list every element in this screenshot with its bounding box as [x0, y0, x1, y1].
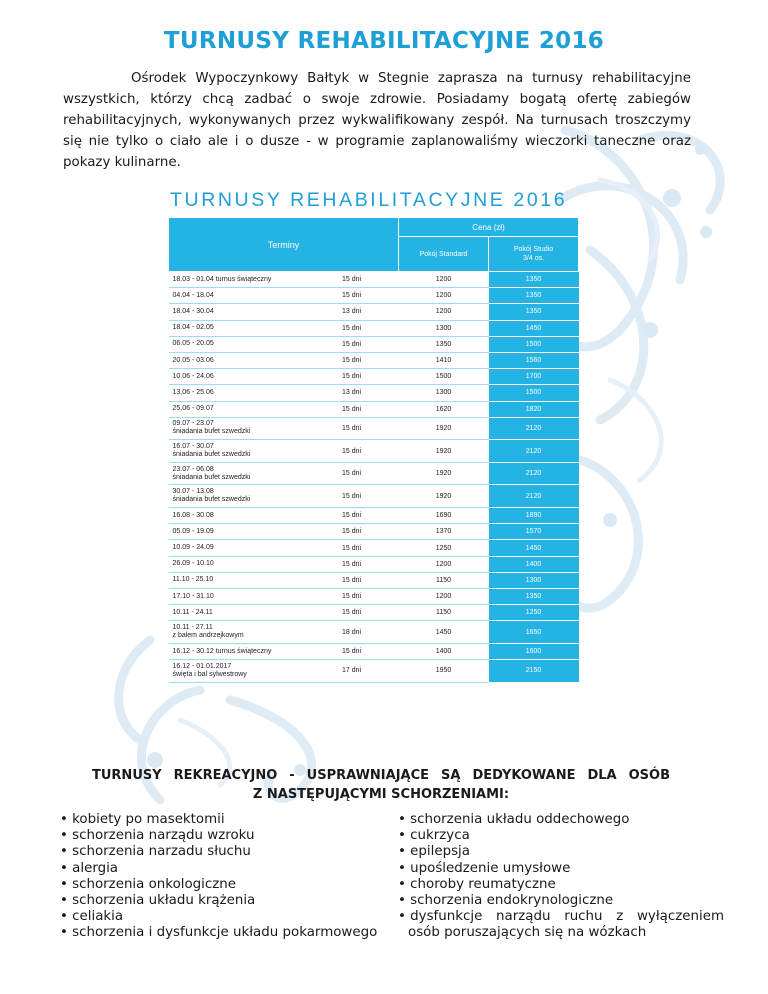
cell-studio: 2120 — [489, 417, 579, 440]
term-dates: 20.05 - 03.06 — [172, 356, 214, 364]
cell-studio: 1560 — [489, 352, 579, 368]
cell-standard: 1300 — [399, 320, 489, 336]
term-dates: 16.12 - 30.12 turnus świąteczny — [172, 647, 272, 655]
cell-studio: 1250 — [489, 605, 579, 621]
cell-studio: 1350 — [489, 589, 579, 605]
cell-days: 15 dni — [305, 462, 399, 485]
term-dates: 05.09 - 19.09 — [172, 527, 214, 535]
table-row — [169, 540, 579, 556]
cell-standard: 1300 — [399, 385, 489, 401]
section-heading-line1 — [92, 768, 670, 783]
term-dates: 18.04 - 30.04 — [172, 307, 214, 315]
heading-word: - — [289, 768, 295, 783]
list-item: • kobiety po masektomii — [60, 812, 225, 827]
cell-standard: 1200 — [399, 272, 489, 288]
list-word: • dysfunkcje — [398, 909, 483, 925]
cell-standard: 1200 — [399, 556, 489, 572]
cell-days: 15 dni — [305, 320, 399, 336]
heading-word: TURNUSY — [92, 768, 162, 783]
intro-paragraph: Ośrodek Wypoczynkowy Bałtyk w Stegnie zaprasza na turnusy rehabilitacyjne wszystkich, którzy chcą zadbać o swoje zdrowie. Posiadamy bogatą ofertę zabiegów rehabilitacyjnych, wykonywanych przez wykwalifikowany zespół. Na turnusach troszczymy się nie tylko o ciało ale i o dusze - w programie zaplanowaliśmy wieczorki taneczne oraz pokazy kulinarne. — [63, 71, 691, 170]
cell-studio: 1450 — [489, 320, 579, 336]
cell-days: 15 dni — [305, 369, 399, 385]
price-table — [168, 217, 578, 683]
term-note: śniadania bufet szwedzki — [172, 428, 251, 436]
cell-term — [169, 643, 305, 659]
section-heading — [92, 768, 670, 802]
term-dates: 06.05 - 20.05 — [172, 340, 214, 348]
table-row — [169, 304, 579, 320]
heading-word: SĄ — [441, 768, 461, 783]
cell-studio: 1300 — [489, 572, 579, 588]
cell-days: 18 dni — [305, 621, 399, 644]
term-dates: 23.07 - 06.08 — [172, 465, 214, 473]
cell-days: 17 dni — [305, 660, 399, 683]
heading-word: DLA — [587, 768, 617, 783]
cell-term — [169, 556, 305, 572]
table-row — [169, 572, 579, 588]
list-item: • epilepsja — [398, 844, 470, 860]
term-dates: 30.07 - 13.08 — [172, 488, 214, 496]
cell-studio: 2120 — [489, 485, 579, 508]
header-studio-line1: Pokój Studio — [513, 246, 554, 253]
cell-standard: 1920 — [399, 462, 489, 485]
heading-word: OSÓB — [628, 768, 670, 783]
cell-term — [169, 352, 305, 368]
cell-days: 15 dni — [305, 589, 399, 605]
cell-days: 13 dni — [305, 385, 399, 401]
term-dates: 11.10 - 25.10 — [172, 576, 214, 584]
list-item: • schorzenia układu krążenia — [60, 893, 256, 909]
cell-term — [169, 440, 305, 463]
cell-studio: 2150 — [489, 660, 579, 683]
header-price: Cena (zł) — [399, 218, 579, 237]
cell-standard: 1200 — [399, 288, 489, 304]
cell-studio: 1650 — [489, 621, 579, 644]
cell-days: 13 dni — [305, 304, 399, 320]
cell-days: 15 dni — [305, 605, 399, 621]
cell-days: 15 dni — [305, 352, 399, 368]
table-row — [169, 485, 579, 508]
cell-days: 15 dni — [305, 540, 399, 556]
cell-standard: 1690 — [399, 508, 489, 524]
cell-term — [169, 336, 305, 352]
cell-studio: 1700 — [489, 369, 579, 385]
term-dates: 13.06 - 25.06 — [172, 388, 214, 396]
conditions-list-left — [60, 812, 400, 942]
conditions-list-right — [398, 812, 724, 942]
cell-term — [169, 572, 305, 588]
list-word: wyłączeniem — [636, 909, 724, 925]
cell-term — [169, 524, 305, 540]
cell-standard: 1920 — [399, 440, 489, 463]
cell-studio: 1350 — [489, 288, 579, 304]
list-item: • alergia — [60, 860, 119, 876]
table-row — [169, 462, 579, 485]
cell-standard: 1200 — [399, 589, 489, 605]
term-dates: 16.07 - 30.07 — [172, 443, 214, 451]
cell-term — [169, 462, 305, 485]
section-heading-line2: Z NASTĘPUJĄCYMI SCHORZENIAMI: — [252, 787, 510, 802]
term-dates: 10.11 - 27.11 — [172, 624, 213, 632]
cell-term — [169, 485, 305, 508]
table-row — [169, 643, 579, 659]
cell-studio: 1400 — [489, 556, 579, 572]
term-note: śniadania bufet szwedzki — [172, 496, 251, 504]
list-item: • cukrzyca — [398, 828, 470, 844]
cell-studio: 1350 — [489, 304, 579, 320]
cell-term — [169, 272, 305, 288]
cell-days: 15 dni — [305, 440, 399, 463]
header-standard: Pokój Standard — [399, 237, 489, 272]
cell-term — [169, 369, 305, 385]
cell-standard: 1150 — [399, 572, 489, 588]
list-item: • upośledzenie umysłowe — [398, 860, 571, 876]
table-row — [169, 605, 579, 621]
table-row — [169, 352, 579, 368]
cell-term — [169, 401, 305, 417]
list-word: ruchu — [564, 909, 603, 925]
heading-word: USPRAWNIAJĄCE — [306, 768, 430, 783]
list-item: • schorzenia endokrynologiczne — [398, 893, 614, 909]
term-dates: 09.07 - 23.07 — [172, 420, 214, 428]
table-row — [169, 336, 579, 352]
cell-days: 15 dni — [305, 524, 399, 540]
cell-term — [169, 320, 305, 336]
list-item-continuation: osób poruszających się na wózkach — [408, 925, 647, 941]
table-row — [169, 288, 579, 304]
cell-term — [169, 304, 305, 320]
cell-days: 15 dni — [305, 336, 399, 352]
table-row — [169, 401, 579, 417]
cell-studio: 1450 — [489, 540, 579, 556]
table-row — [169, 369, 579, 385]
cell-term — [169, 621, 305, 644]
cell-standard: 1920 — [399, 417, 489, 440]
cell-term — [169, 508, 305, 524]
list-item: • schorzenia i dysfunkcje układu pokarmowego — [60, 925, 378, 941]
cell-standard: 1370 — [399, 524, 489, 540]
header-studio-line2: 3/4 os. — [523, 255, 545, 262]
cell-studio: 1500 — [489, 385, 579, 401]
cell-standard: 1400 — [399, 643, 489, 659]
table-row — [169, 621, 579, 644]
table-row — [169, 440, 579, 463]
cell-standard: 1500 — [399, 369, 489, 385]
cell-standard: 1350 — [399, 336, 489, 352]
cell-standard: 1620 — [399, 401, 489, 417]
table-row — [169, 320, 579, 336]
cell-days: 15 dni — [305, 556, 399, 572]
cell-standard: 1250 — [399, 540, 489, 556]
header-terms: Terminy — [169, 218, 399, 272]
cell-studio: 2120 — [489, 440, 579, 463]
table-row — [169, 385, 579, 401]
list-word: narządu — [496, 909, 551, 925]
list-word: z — [616, 909, 624, 925]
table-row — [169, 417, 579, 440]
list-item: • schorzenia układu oddechowego — [398, 812, 630, 827]
list-item: • choroby reumatyczne — [398, 876, 556, 892]
heading-word: DEDYKOWANE — [472, 768, 576, 783]
term-dates: 10.09 - 24.09 — [172, 544, 214, 552]
heading-word: REKREACYJNO — [173, 768, 278, 783]
list-item: • schorzenia onkologiczne — [60, 876, 237, 892]
cell-term — [169, 417, 305, 440]
cell-term — [169, 605, 305, 621]
cell-studio: 1500 — [489, 336, 579, 352]
cell-studio: 1820 — [489, 401, 579, 417]
term-dates: 10.06 - 24.06 — [172, 372, 214, 380]
cell-studio: 1350 — [489, 272, 579, 288]
table-title: TURNUSY REHABILITACYJNE 2016 — [170, 189, 568, 211]
term-dates: 10.11 - 24.11 — [172, 608, 213, 616]
cell-days: 15 dni — [305, 272, 399, 288]
term-note: święta i bal sylwestrowy — [172, 670, 247, 678]
cell-days: 15 dni — [305, 288, 399, 304]
cell-standard: 1410 — [399, 352, 489, 368]
cell-standard: 1920 — [399, 485, 489, 508]
term-dates: 25.06 - 09.07 — [172, 405, 214, 413]
cell-days: 15 dni — [305, 508, 399, 524]
term-note: z balem andrzejkowym — [172, 632, 244, 640]
cell-studio: 1600 — [489, 643, 579, 659]
cell-term — [169, 540, 305, 556]
term-note: śniadania bufet szwedzki — [172, 451, 251, 459]
table-row — [169, 524, 579, 540]
table-row — [169, 589, 579, 605]
term-dates: 26.09 - 10.10 — [172, 560, 214, 568]
term-note: śniadania bufet szwedzki — [172, 473, 251, 481]
cell-standard: 1150 — [399, 605, 489, 621]
cell-standard: 1200 — [399, 304, 489, 320]
cell-days: 15 dni — [305, 643, 399, 659]
cell-studio: 1570 — [489, 524, 579, 540]
table-row — [169, 272, 579, 288]
cell-studio: 1890 — [489, 508, 579, 524]
table-row — [169, 508, 579, 524]
term-dates: 18.04 - 02.05 — [172, 324, 214, 332]
list-item: • schorzenia narządu wzroku — [60, 828, 255, 844]
list-item: • schorzenia narzadu słuchu — [60, 844, 251, 860]
page-title: TURNUSY REHABILITACYJNE 2016 — [163, 28, 605, 54]
cell-studio: 2120 — [489, 462, 579, 485]
table-row — [169, 556, 579, 572]
cell-term — [169, 288, 305, 304]
cell-days: 15 dni — [305, 572, 399, 588]
cell-days: 15 dni — [305, 485, 399, 508]
cell-term — [169, 660, 305, 683]
term-dates: 17.10 - 31.10 — [172, 592, 214, 600]
term-dates: 18.03 - 01.04 turnus świąteczny — [172, 275, 272, 283]
cell-standard: 1450 — [399, 621, 489, 644]
list-item — [398, 909, 724, 925]
header-studio — [489, 237, 579, 272]
list-item: • celiakia — [60, 909, 124, 925]
table-row — [169, 660, 579, 683]
cell-term — [169, 589, 305, 605]
term-dates: 16.08 - 30.08 — [172, 511, 214, 519]
cell-standard: 1950 — [399, 660, 489, 683]
term-dates: 04.04 - 18.04 — [172, 291, 214, 299]
term-dates: 16.12 - 01.01.2017 — [172, 662, 232, 670]
cell-days: 15 dni — [305, 417, 399, 440]
cell-term — [169, 385, 305, 401]
cell-days: 15 dni — [305, 401, 399, 417]
